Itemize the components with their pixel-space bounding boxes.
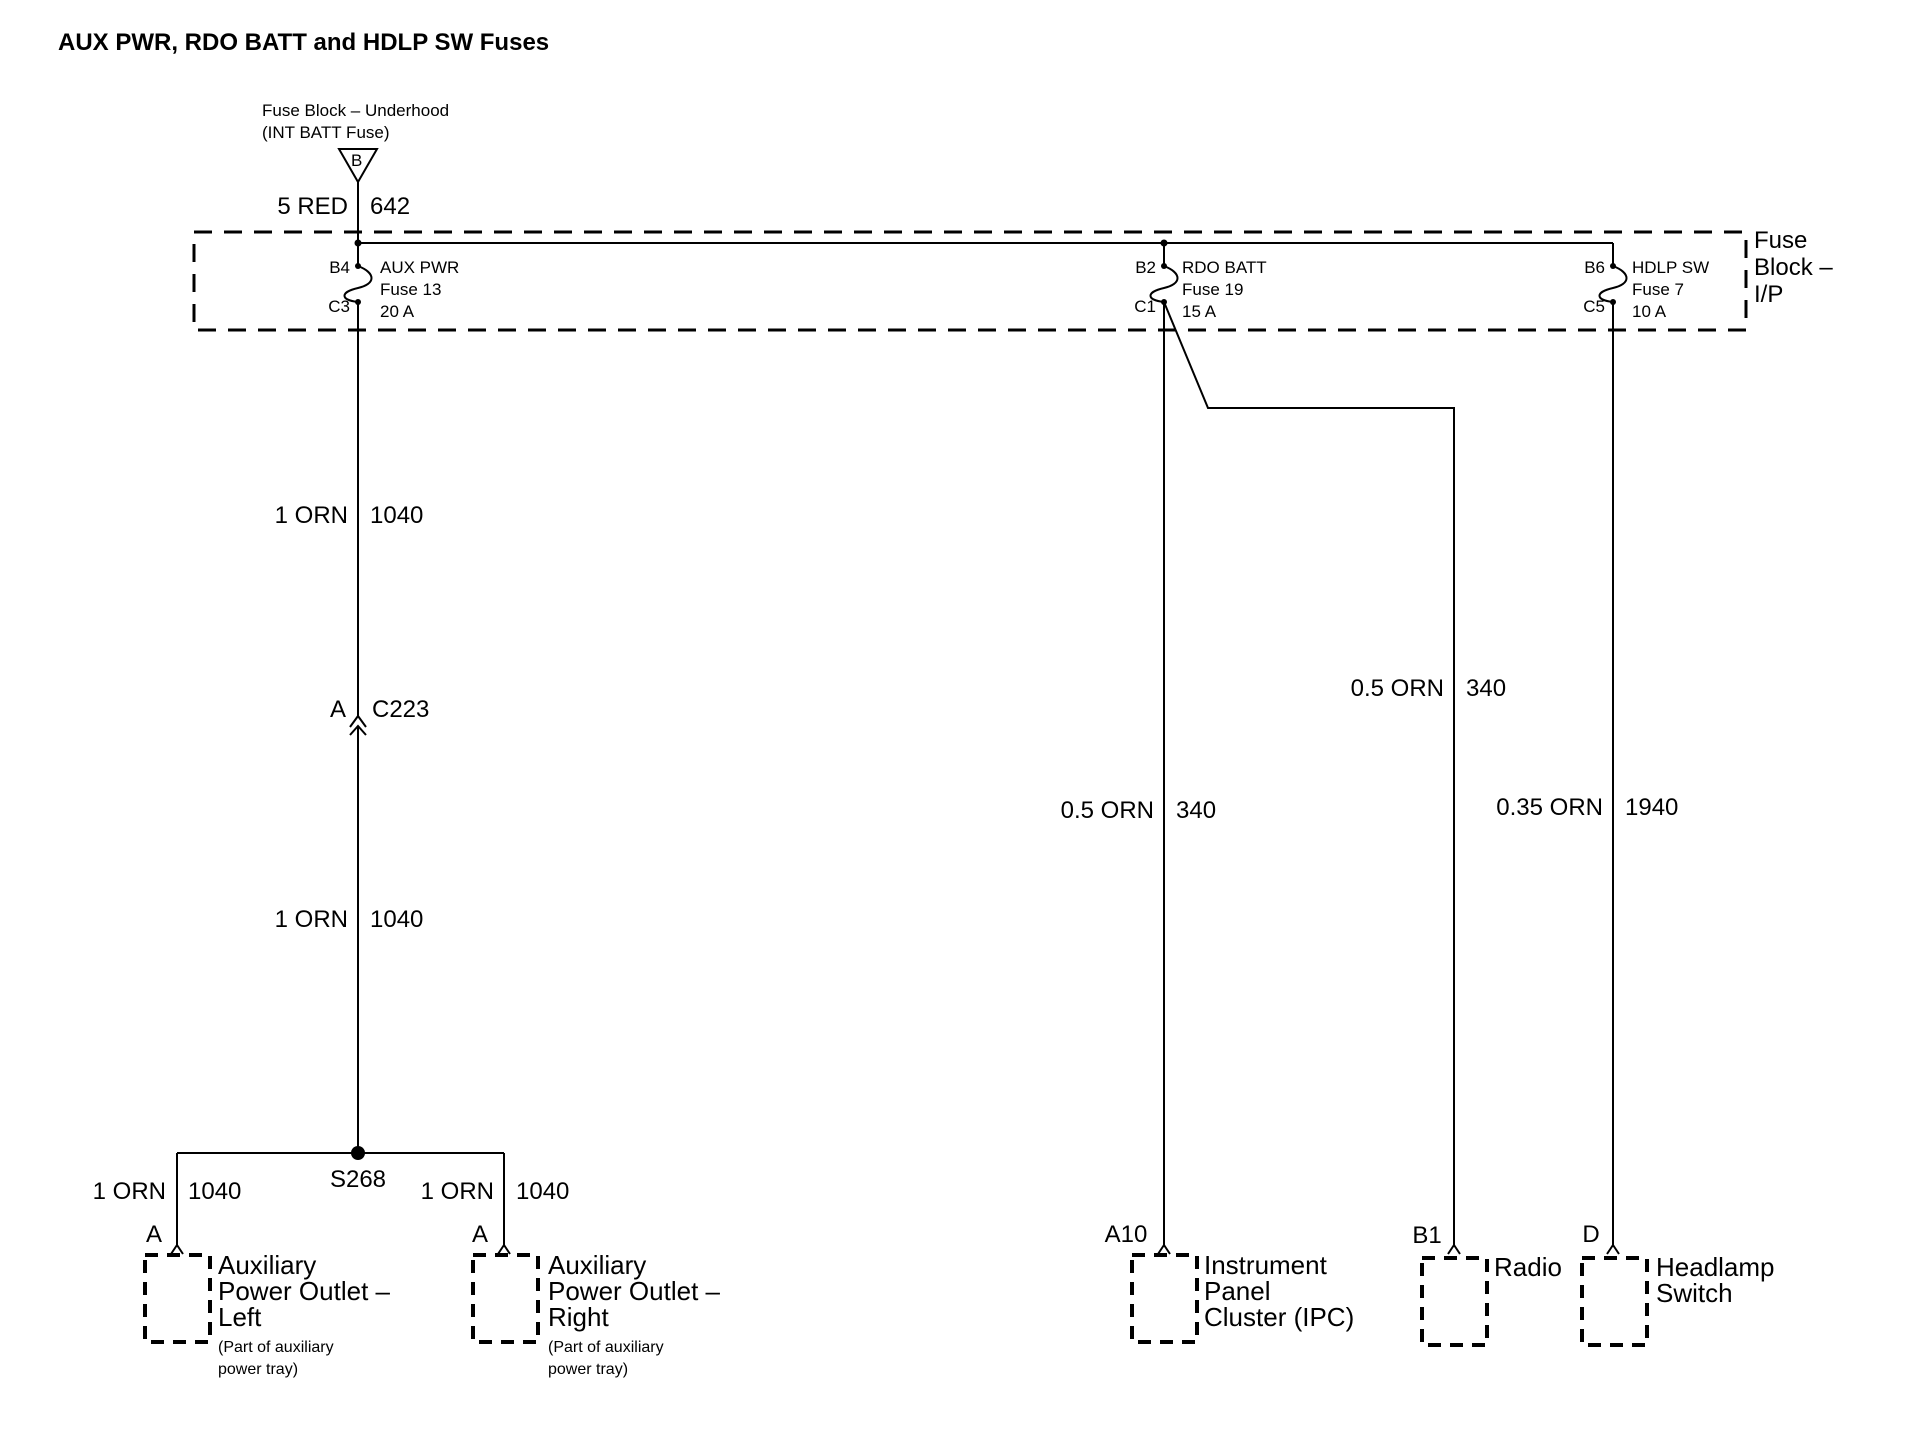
fuse-block-label-line2: Block – [1754, 254, 1833, 281]
ipc-line3: Cluster (IPC) [1204, 1302, 1355, 1332]
ipc-pin-label: A10 [1104, 1221, 1148, 1248]
ipc-line2: Panel [1204, 1276, 1271, 1306]
wire-1040-upper-circuit: 1040 [370, 502, 424, 529]
aux-left-line3: Left [218, 1302, 262, 1332]
c223-pin-label: A [329, 696, 346, 723]
aux-right-line1: Auxiliary [548, 1250, 647, 1280]
aux-right-pin-label: A [471, 1221, 489, 1248]
wire-1040-left-circuit: 1040 [188, 1178, 242, 1205]
aux-left-note2: power tray) [218, 1361, 299, 1378]
source-label-line2: (INT BATT Fuse) [262, 123, 390, 142]
splice-s268-label: S268 [329, 1166, 387, 1193]
fuse-aux-pwr-out-pin: C3 [328, 297, 350, 316]
wire-1040-upper-gauge: 1 ORN [274, 502, 348, 529]
aux-right-connector-symbol [498, 1245, 510, 1254]
source-terminal-label: B [351, 151, 363, 170]
fuse-aux-pwr-number: Fuse 13 [380, 280, 442, 299]
radio-box [1422, 1258, 1487, 1345]
diagram-title: AUX PWR, RDO BATT and HDLP SW Fuses [58, 29, 550, 56]
feed-wire-gauge: 5 RED [277, 193, 348, 220]
radio-connector-symbol [1448, 1245, 1460, 1254]
fuse-hdlp-sw-number: Fuse 7 [1632, 280, 1684, 299]
aux-right-note1: (Part of auxiliary [548, 1339, 664, 1356]
source-label-line1: Fuse Block – Underhood [262, 101, 450, 120]
wire-1040-right-circuit: 1040 [516, 1178, 570, 1205]
hdlp-connector-symbol [1607, 1245, 1619, 1254]
fuse-hdlp-sw-name: HDLP SW [1632, 258, 1710, 277]
wire-1940-gauge: 0.35 ORN [1496, 794, 1603, 821]
aux-right-line3: Right [548, 1302, 609, 1332]
wire-340-ipc-gauge: 0.5 ORN [1060, 797, 1154, 824]
ipc-line1: Instrument [1204, 1250, 1327, 1280]
fuse-hdlp-sw-out-pin: C5 [1583, 297, 1605, 316]
hdlp-line2: Switch [1656, 1278, 1733, 1308]
hdlp-line1: Headlamp [1656, 1252, 1775, 1282]
fuse-rdo-batt-in-pin: B2 [1135, 258, 1156, 277]
c223-name-label: C223 [372, 696, 430, 723]
fuse-block-label-line1: Fuse [1754, 227, 1808, 254]
wire-1040-lower-circuit: 1040 [370, 906, 424, 933]
fuse-rdo-batt-rating: 15 A [1182, 302, 1217, 321]
fuse-rdo-batt-name: RDO BATT [1182, 258, 1267, 277]
fuse-rdo-batt-out-pin: C1 [1134, 297, 1156, 316]
wire-340-radio-circuit: 340 [1466, 675, 1507, 702]
wire-340-ipc-circuit: 340 [1176, 797, 1217, 824]
source-terminal-symbol [339, 149, 377, 182]
radio-line1: Radio [1494, 1252, 1562, 1282]
aux-outlet-right-box [473, 1255, 538, 1342]
aux-outlet-left-box [145, 1255, 210, 1342]
aux-left-line2: Power Outlet – [218, 1276, 390, 1306]
fuse-block-label-line3: I/P [1754, 281, 1784, 308]
aux-right-line2: Power Outlet – [548, 1276, 720, 1306]
wire-1040-right-gauge: 1 ORN [420, 1178, 494, 1205]
hdlp-switch-box [1582, 1258, 1647, 1345]
fuse-hdlp-sw-in-pin: B6 [1584, 258, 1605, 277]
fuse-aux-pwr-rating: 20 A [380, 302, 415, 321]
aux-left-pin-label: A [145, 1221, 163, 1248]
wire-340-radio [1164, 302, 1454, 1247]
aux-left-line1: Auxiliary [218, 1250, 317, 1280]
splice-s268-dot [351, 1146, 365, 1160]
fuse-aux-pwr-in-pin: B4 [329, 258, 350, 277]
fuse-rdo-batt-number: Fuse 19 [1182, 280, 1244, 299]
hdlp-pin-label: D [1582, 1221, 1600, 1248]
wire-1040-lower-gauge: 1 ORN [274, 906, 348, 933]
wire-340-radio-gauge: 0.5 ORN [1350, 675, 1444, 702]
wire-1040-left-gauge: 1 ORN [92, 1178, 166, 1205]
aux-left-note1: (Part of auxiliary [218, 1339, 334, 1356]
ipc-connector-symbol [1158, 1245, 1170, 1254]
aux-right-note2: power tray) [548, 1361, 629, 1378]
feed-wire-circuit: 642 [370, 193, 411, 220]
radio-pin-label: B1 [1412, 1222, 1442, 1249]
aux-left-connector-symbol [171, 1245, 183, 1254]
wire-1940-circuit: 1940 [1625, 794, 1679, 821]
ipc-box [1132, 1255, 1197, 1342]
fuse-hdlp-sw-rating: 10 A [1632, 302, 1667, 321]
fuse-aux-pwr-name: AUX PWR [380, 258, 460, 277]
